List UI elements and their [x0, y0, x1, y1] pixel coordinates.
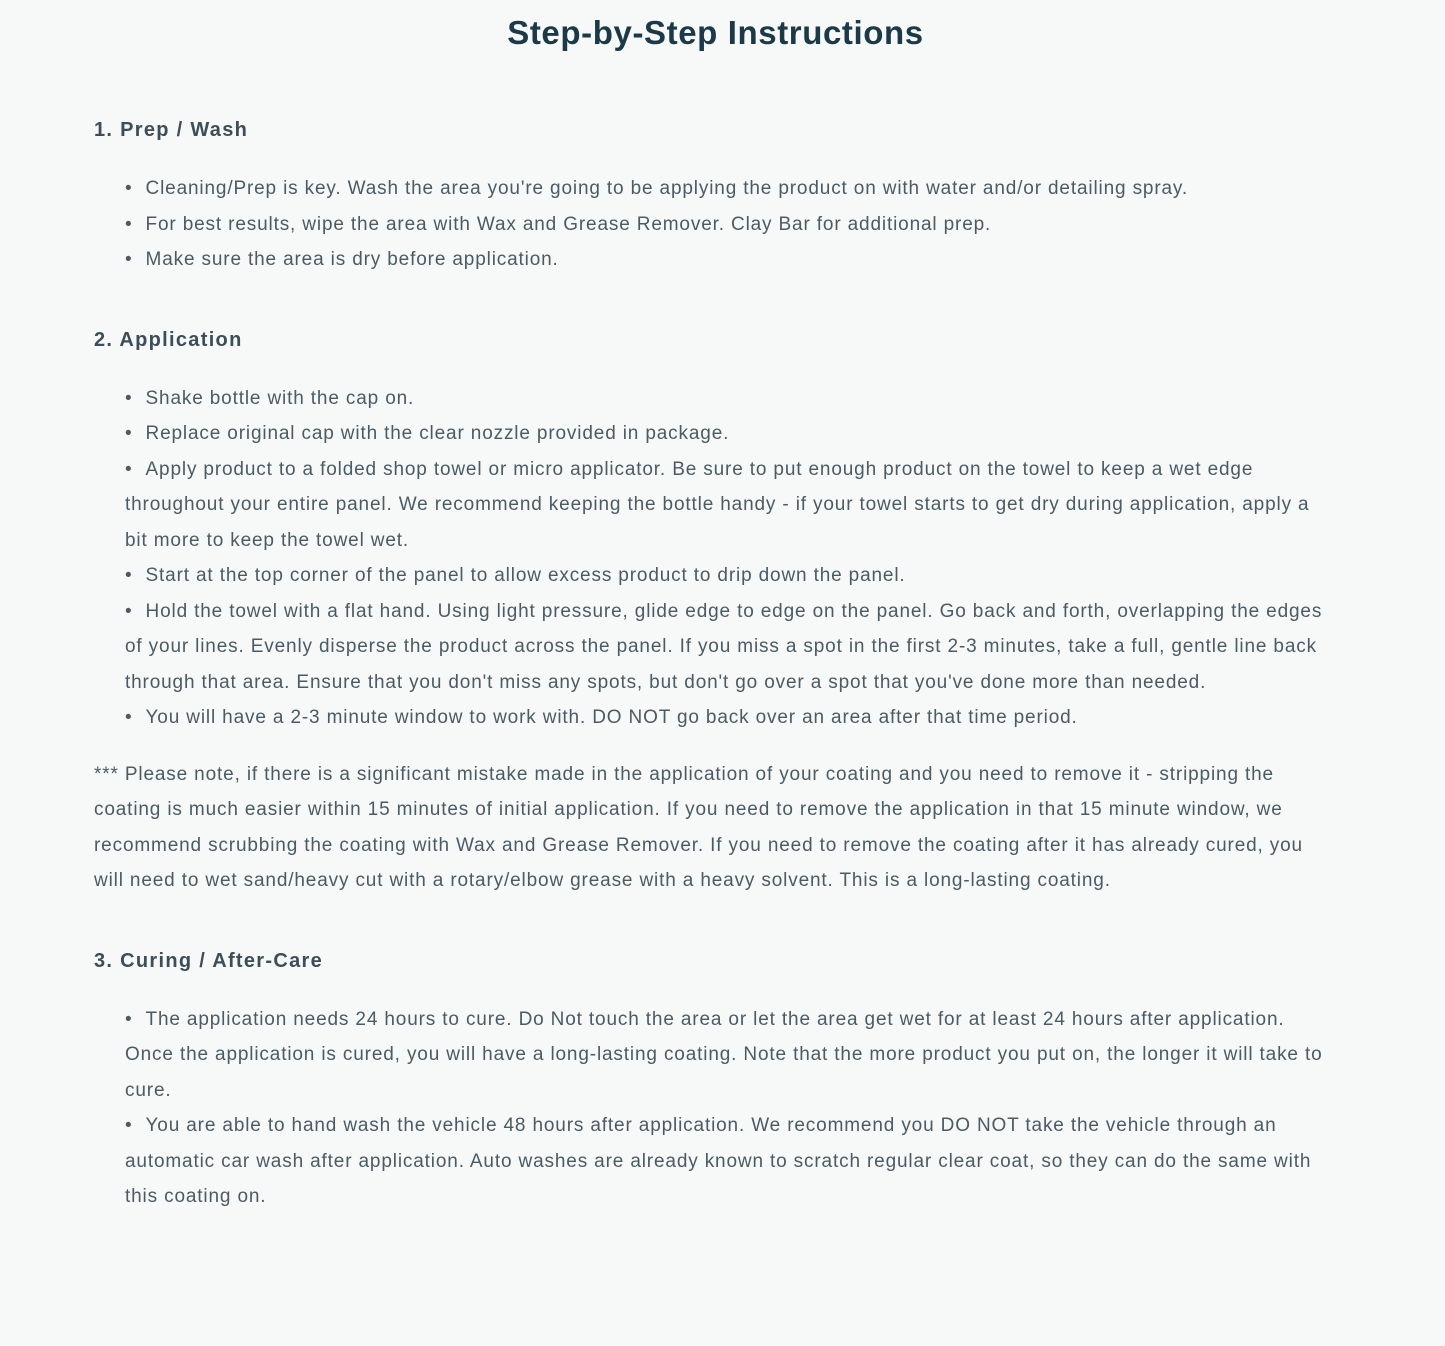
section-application [94, 326, 1337, 899]
list-item: • Apply product to a folded shop towel or micro applicator. Be sure to put enough product on the towel to keep a wet edge throughout your entire panel. We recommend keeping the bottle handy - if your towel starts to get dry during application, apply a bit more to keep the towel wet. [125, 452, 1337, 559]
list-item: • The application needs 24 hours to cure. Do Not touch the area or let the area get wet for at least 24 hours after application. Once the application is cured, you will have a long-lasting coating. Note that the more product you put on, the longer it will take to cure. [125, 1002, 1337, 1109]
curing-bullet-list [94, 1002, 1337, 1215]
list-item: • You are able to hand wash the vehicle 48 hours after application. We recommend you DO NOT take the vehicle through an automatic car wash after application. Auto washes are already known to scratch regular clear coat, so they can do the same with this coating on. [125, 1108, 1337, 1215]
section-heading-application: 2. Application [94, 328, 243, 351]
section-heading-curing: 3. Curing / After-Care [94, 949, 324, 972]
note-paragraph: *** Please note, if there is a significant mistake made in the application of your coating and you need to remove it - stripping the coating is much easier within 15 minutes of initial application. If you need to remove the application in that 15 minute window, we recommend scrubbing the coating with Wax and Grease Remover. If you need to remove the coating after it has already cured, you will need to wet sand/heavy cut with a rotary/elbow grease with a heavy solvent. This is a long-lasting coating. [94, 763, 1303, 891]
list-item: • Replace original cap with the clear nozzle provided in package. [125, 416, 1337, 452]
list-item: • Start at the top corner of the panel to allow excess product to drip down the panel. [125, 558, 1337, 594]
list-item: • You will have a 2-3 minute window to work with. DO NOT go back over an area after that time period. [125, 700, 1337, 736]
list-item: • Cleaning/Prep is key. Wash the area you're going to be applying the product on with water and/or detailing spray. [125, 171, 1337, 207]
list-item: • For best results, wipe the area with Wax and Grease Remover. Clay Bar for additional prep. [125, 207, 1337, 243]
prep-wash-bullet-list [94, 171, 1337, 278]
section-curing-after-care [94, 947, 1337, 1215]
page-title: Step-by-Step Instructions [507, 14, 924, 51]
list-item: • Shake bottle with the cap on. [125, 381, 1337, 417]
application-bullet-list [94, 381, 1337, 736]
section-prep-wash [94, 116, 1337, 278]
list-item: • Make sure the area is dry before application. [125, 242, 1337, 278]
list-item: • Hold the towel with a flat hand. Using light pressure, glide edge to edge on the panel. Go back and forth, overlapping the edges of your lines. Evenly disperse the product across the panel. If you miss a spot in the first 2-3 minutes, take a full, gentle line back through that area. Ensure that you don't miss any spots, but don't go over a spot that you've done more than needed. [125, 594, 1337, 701]
section-heading-prep-wash: 1. Prep / Wash [94, 119, 249, 141]
